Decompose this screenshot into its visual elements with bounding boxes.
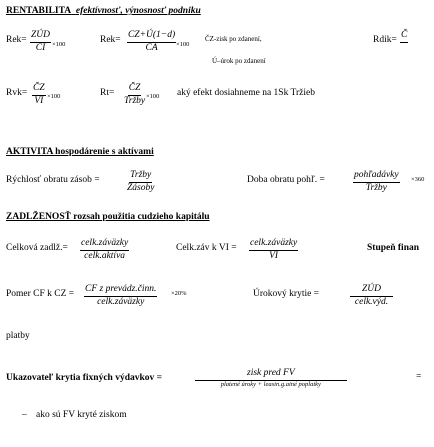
stupen-label: Stupeň finan <box>367 243 420 253</box>
pomer-fraction: CF z prevádz.činn. celk.záväzky <box>85 284 157 307</box>
rt-fraction: ČZ Tržby <box>124 83 146 106</box>
rek-label: Rek= <box>6 35 27 45</box>
ukaz-fraction: zisk pred FV platené úroky + leasin.g.ainé poplatky <box>195 369 347 389</box>
vi-fraction: celk.záväzky VI <box>250 238 298 261</box>
rt-note: aký efekt dosiahneme na 1Sk Tržieb <box>177 88 315 98</box>
platby-label: platby <box>6 331 30 341</box>
rychlost-label: Rýchlosť obratu zásob = <box>6 175 100 185</box>
doba-fraction: pohľadávky Tržby <box>354 170 399 193</box>
section-heading-rentabilita: RENTABILITA efektívnosť, výnosnosť podniku <box>6 6 201 16</box>
rdik-label: Rdik= <box>373 35 397 45</box>
urokove-label: Úrokový krytie = <box>253 289 320 299</box>
cz-note: ČZ-zisk po zdanení, <box>205 35 262 43</box>
rek-fraction: ZÚD CI <box>31 30 51 53</box>
note-bullet: – <box>22 410 27 420</box>
ukaz-label: Ukazovateľ krytia fixných výdavkov = <box>6 373 163 383</box>
doba-label: Doba obratu pohľ. = <box>247 175 325 185</box>
vi-label: Celk.záv k VI = <box>176 243 237 253</box>
pomer-label: Pomer CF k CZ = <box>6 289 75 299</box>
u-note: Ú–úrok po zdanení <box>212 57 266 65</box>
celkova-fraction: celk.záväzky celk.aktíva <box>81 238 129 261</box>
rt-label: Rt= <box>100 88 115 98</box>
rychlost-fraction: Tržby Zásoby <box>127 170 155 193</box>
urokove-fraction: ZÚD celk.výd. <box>350 285 393 308</box>
ukaz-note: ako sú FV kryté ziskom <box>36 410 127 420</box>
rvk-fraction: $\frac{ČZ}{VI}$ <box>33 83 45 106</box>
rvk-label: Rvk= <box>6 88 28 98</box>
rek2-label: Rek= <box>100 35 121 45</box>
rek2-fraction: $\frac{CZ+Ú(1-d)}{CA}$ <box>128 30 176 53</box>
celkova-label: Celková zadlž.= <box>6 243 68 253</box>
section-heading-zadlzenost: ZADLŽENOSŤ rozsah použitia cudzieho kapitálu <box>6 212 210 222</box>
rdik-fraction: Č <box>400 31 408 44</box>
section-heading-aktivita: AKTIVITA hospodárenie s aktívami <box>6 147 154 157</box>
